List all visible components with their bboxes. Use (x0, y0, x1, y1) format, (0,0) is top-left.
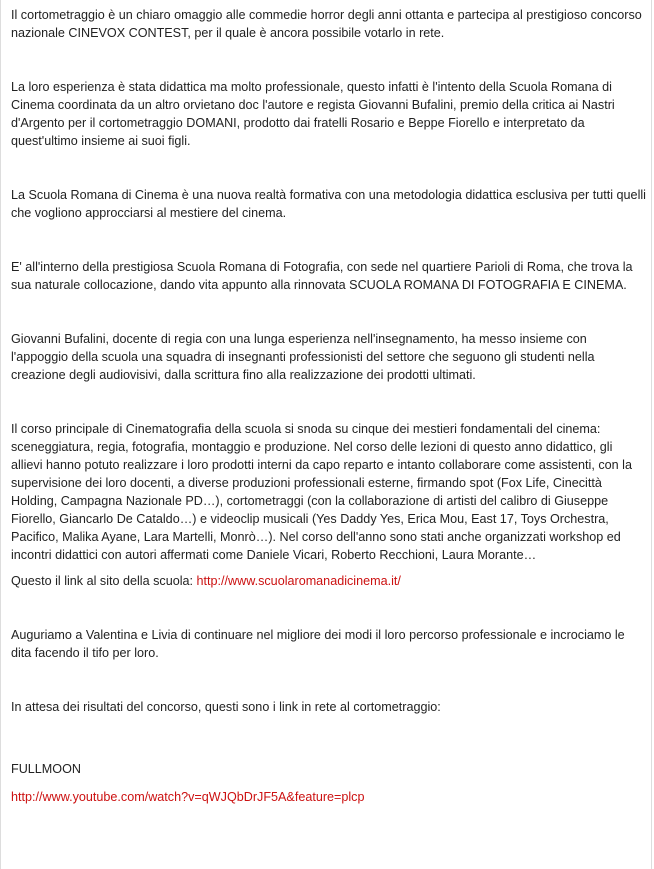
paragraph-experience: La loro esperienza è stata didattica ma molto professionale, questo infatti è l'intento della Scuola Romana di Cinema coordinata da un altro orvietano doc l'autore e regista Giovanni Bufalini, premio della critica ai Nastri d'Argento per il cortometraggio DOMANI, prodotto dai fratelli Rosario e Beppe Fiorello e interpretato da quest'ultimo insieme ai suoi figli. (11, 80, 615, 148)
paragraph-contest: In attesa dei risultati del concorso, questi sono i link in rete al cortometraggio: (11, 700, 441, 714)
paragraph-course: Il corso principale di Cinematografia della scuola si snoda su cinque dei mestieri fondamentali del cinema: sceneggiatura, regia, fotografia, montaggio e produzione. Nel corso delle lezioni di questo anno didattico, gli allievi hanno potuto realizzare i loro prodotti interni da capo reparto e intanto collaborare come assistenti, con la supervisione dei loro docenti, a diverse produzioni professionali esterne, firmando spot (Fox Life, Cinecittà Holding, Campagna Nazionale PD…), cortometraggi (con la collaborazione di artisti del calibro di Giuseppe Fiorello, Giancarlo De Cataldo…) e videoclip musicali (Yes Daddy Yes, Erica Mou, East 17, Toys Orchestra, Pacifico, Malika Ayane, Lara Martelli, Monrò…). Nel corso dell'anno sono stati anche organizzati workshop ed incontri didattici con autori affermati come Daniele Vicari, Roberto Recchioni, Laura Morante… (11, 422, 632, 562)
paragraph-intro: Il cortometraggio è un chiaro omaggio alle commedie horror degli anni ottanta e partecipa al prestigioso concorso nazionale CINEVOX CONTEST, per il quale è ancora possibile votarlo in rete. (11, 8, 642, 40)
paragraph-youtube-link (11, 788, 647, 806)
school-link-label: Questo il link al sito della scuola: (11, 574, 197, 588)
paragraph-school: La Scuola Romana di Cinema è una nuova realtà formativa con una metodologia didattica esclusiva per tutti quelli che vogliono approcciarsi al mestiere del cinema. (11, 188, 646, 220)
youtube-video-link[interactable]: http://www.youtube.com/watch?v=qWJQbDrJF5A&feature=plcp (11, 790, 365, 804)
paragraph-bufalini: Giovanni Bufalini, docente di regia con una lunga esperienza nell'insegnamento, ha messo insieme con l'appoggio della scuola una squadra di insegnanti professionisti del settore che seguono gli studenti nella creazione degli audiovisivi, dalla scrittura fino alla realizzazione dei prodotti ultimati. (11, 332, 595, 382)
paragraph-wishes: Auguriamo a Valentina e Livia di continuare nel migliore dei modi il loro percorso professionale e incrociamo le dita facendo il tifo per loro. (11, 628, 625, 660)
paragraph-location: E' all'interno della prestigiosa Scuola Romana di Fotografia, con sede nel quartiere Parioli di Roma, che trova la sua naturale collocazione, dando vita appunto alla rinnovata SCUOLA ROMANA DI FOTOGRAFIA E CINEMA. (11, 260, 633, 292)
article-body (11, 6, 647, 806)
film-title: FULLMOON (11, 762, 81, 776)
school-website-link[interactable]: http://www.scuolaromanadicinema.it/ (196, 574, 401, 588)
paragraph-school-link (11, 572, 647, 590)
